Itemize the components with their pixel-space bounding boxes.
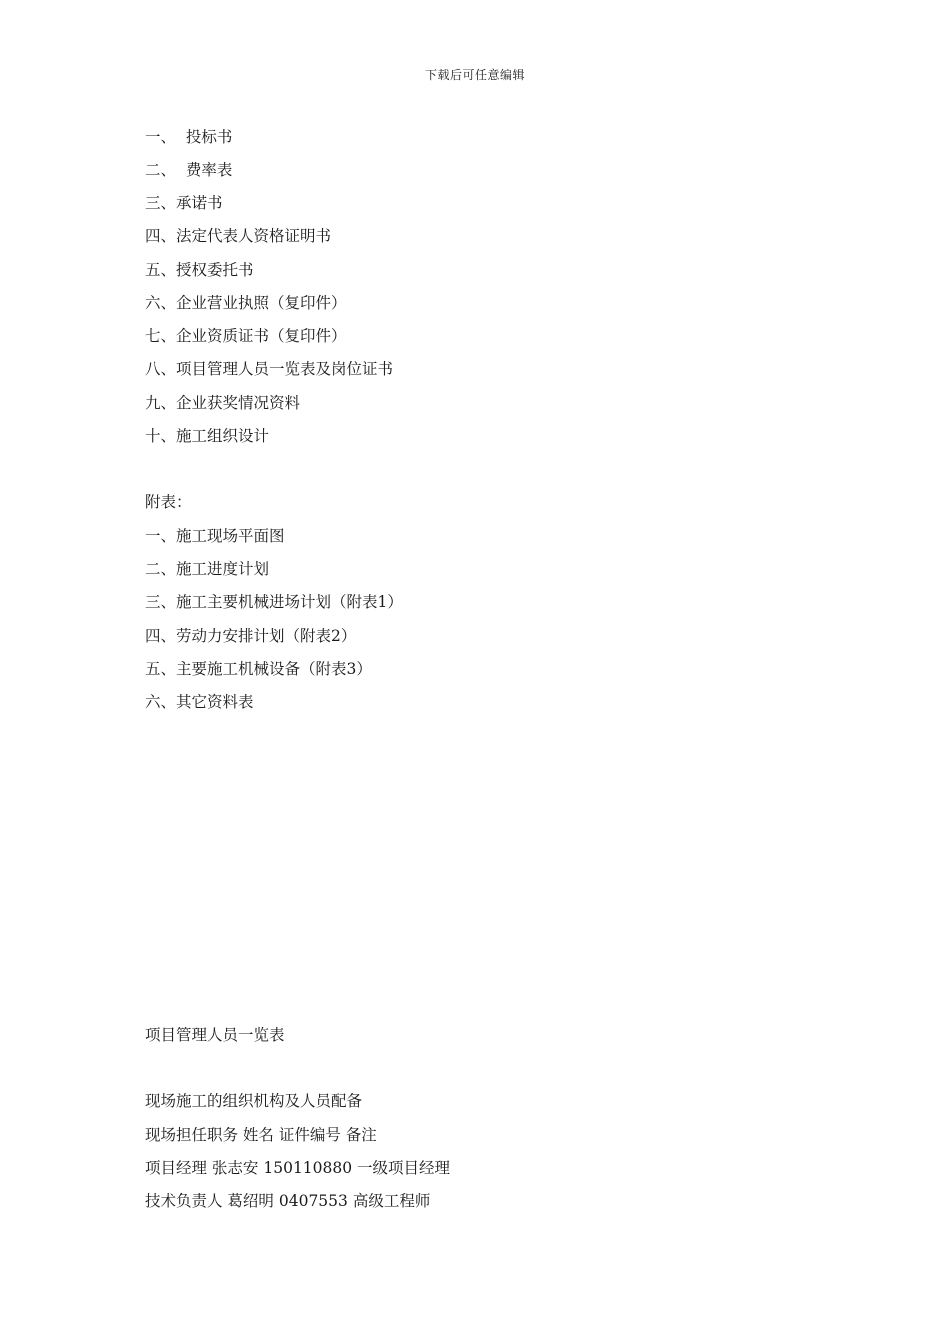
staff-row: 项目经理 张志安 150110880 一级项目经理 xyxy=(145,1159,451,1177)
toc-item-9: 九、企业获奖情况资料 xyxy=(145,394,301,412)
toc-item-8: 八、项目管理人员一览表及岗位证书 xyxy=(145,360,394,378)
appendix-item-3: 三、施工主要机械进场计划（附表1） xyxy=(145,593,403,611)
header-note: 下载后可任意编辑 xyxy=(424,68,525,82)
appendix-item-4: 四、劳动力安排计划（附表2） xyxy=(145,627,357,645)
toc-item-4: 四、法定代表人资格证明书 xyxy=(145,227,332,245)
toc-item-7: 七、企业资质证书（复印件） xyxy=(145,327,347,345)
staff-row: 技术负责人 葛绍明 0407553 高级工程师 xyxy=(145,1192,431,1210)
toc-item-3: 三、承诺书 xyxy=(145,194,223,212)
appendix-item-5: 五、主要施工机械设备（附表3） xyxy=(145,660,372,678)
toc-item-1: 一、 投标书 xyxy=(145,128,233,146)
staff-header-row: 现场担任职务 姓名 证件编号 备注 xyxy=(145,1126,377,1144)
appendix-item-6: 六、其它资料表 xyxy=(145,693,254,711)
toc-item-2: 二、 费率表 xyxy=(145,161,233,179)
staff-subtitle: 现场施工的组织机构及人员配备 xyxy=(145,1092,363,1110)
toc-item-10: 十、施工组织设计 xyxy=(145,427,270,445)
staff-section-title: 项目管理人员一览表 xyxy=(145,1026,285,1044)
appendix-title: 附表： xyxy=(145,493,192,511)
appendix-item-2: 二、施工进度计划 xyxy=(145,560,270,578)
toc-item-5: 五、授权委托书 xyxy=(145,261,254,279)
toc-item-6: 六、企业营业执照（复印件） xyxy=(145,294,347,312)
appendix-item-1: 一、施工现场平面图 xyxy=(145,527,285,545)
